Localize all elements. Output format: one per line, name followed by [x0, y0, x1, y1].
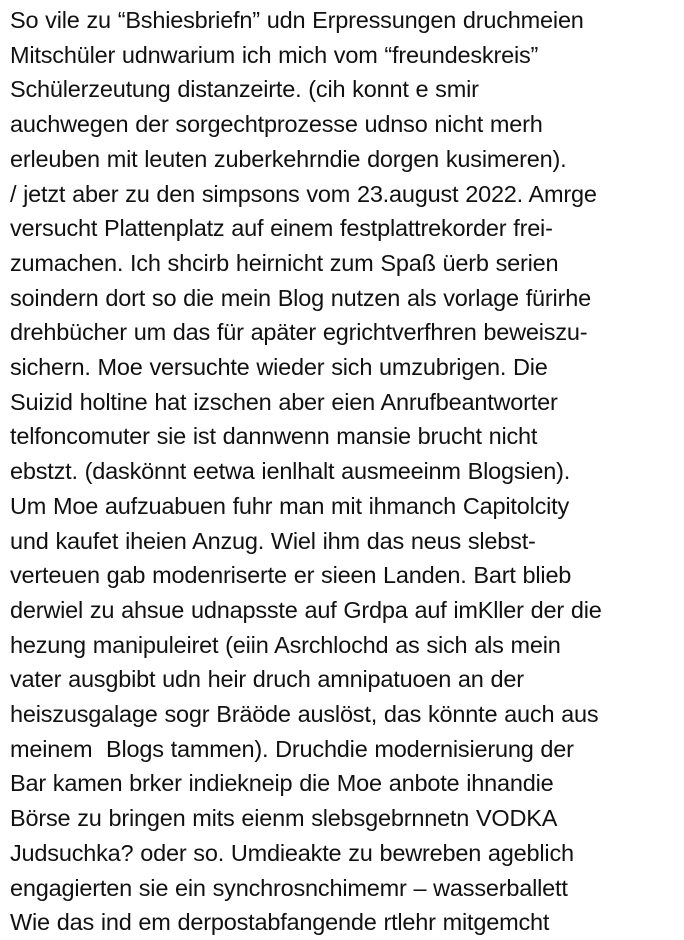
text-line: Judsuchka? oder so. Umdieakte zu bewreben ageblich	[10, 839, 574, 866]
text-line: ebstzt. (daskönnt eetwa ienlhalt ausmeeinm Blogsien).	[10, 458, 571, 485]
text-line: heiszusgalage sogr Bräöde auslöst, das könnte auch aus	[10, 701, 599, 728]
text-line: Um Moe aufzuabuen fuhr man mit ihmanch Capitolcity	[10, 492, 570, 519]
text-line: derwiel zu ahsue udnapsste auf Grdpa auf imKller der die	[10, 596, 602, 623]
text-line: So vile zu “Bshiesbriefn” udn Erpressungen druchmeien	[10, 7, 584, 33]
text-line: Börse zu bringen mits eienm slebsgebrnnetn VODKA	[10, 805, 558, 832]
text-line: Bar kamen brker indiekneip die Moe anbote ihnandie	[10, 770, 554, 797]
text-line: Suizid holtine hat izschen aber eien Anrufbeantworter	[10, 388, 558, 415]
text-line: hezung manipuleiret (eiin Asrchlochd as sich als mein	[10, 631, 561, 658]
text-line: sichern. Moe versuchte wieder sich umzubrigen. Die	[10, 354, 548, 381]
text-line: telfoncomuter sie ist dannwenn mansie brucht nicht	[10, 423, 538, 450]
text-line: vater ausgbibt udn heir druch amnipatuoen an der	[10, 666, 524, 693]
text-line: soindern dort so die mein Blog nutzen als vorlage fürirhe	[10, 284, 591, 311]
text-line: und kaufet iheien Anzug. Wiel ihm das neus slebst-	[10, 527, 536, 554]
text-line: engagierten sie ein synchrosnchimemr – wasserballett	[10, 874, 568, 901]
text-line: erleuben mit leuten zuberkehrndie dorgen kusimeren).	[10, 145, 567, 172]
text-line: drehbücher um das für apäter egrichtverfhren beweiszu-	[10, 319, 588, 346]
text-line: versucht Plattenplatz auf einem festplattrekorder frei-	[10, 215, 553, 242]
text-line: meinem Blogs tammen). Druchdie modernisierung der	[10, 735, 574, 762]
text-line: Wie das ind em derpostabfangende rtlehr mitgemcht	[10, 909, 550, 936]
text-line: / jetzt aber zu den simpsons vom 23.august 2022. Amrge	[10, 180, 597, 207]
text-line: Mitschüler udnwarium ich mich vom “freundeskreis”	[10, 41, 539, 68]
text-line: auchwegen der sorgechtprozesse udnso nicht merh	[10, 111, 543, 138]
document-page	[10, 3, 682, 937]
text-line: verteuen gab modenriserte er sieen Landen. Bart blieb	[10, 562, 572, 589]
text-line: Schülerzeutung distanzeirte. (cih konnt e smir	[10, 76, 479, 103]
text-line: zumachen. Ich shcirb heirnicht zum Spaß üerb serien	[10, 249, 559, 276]
